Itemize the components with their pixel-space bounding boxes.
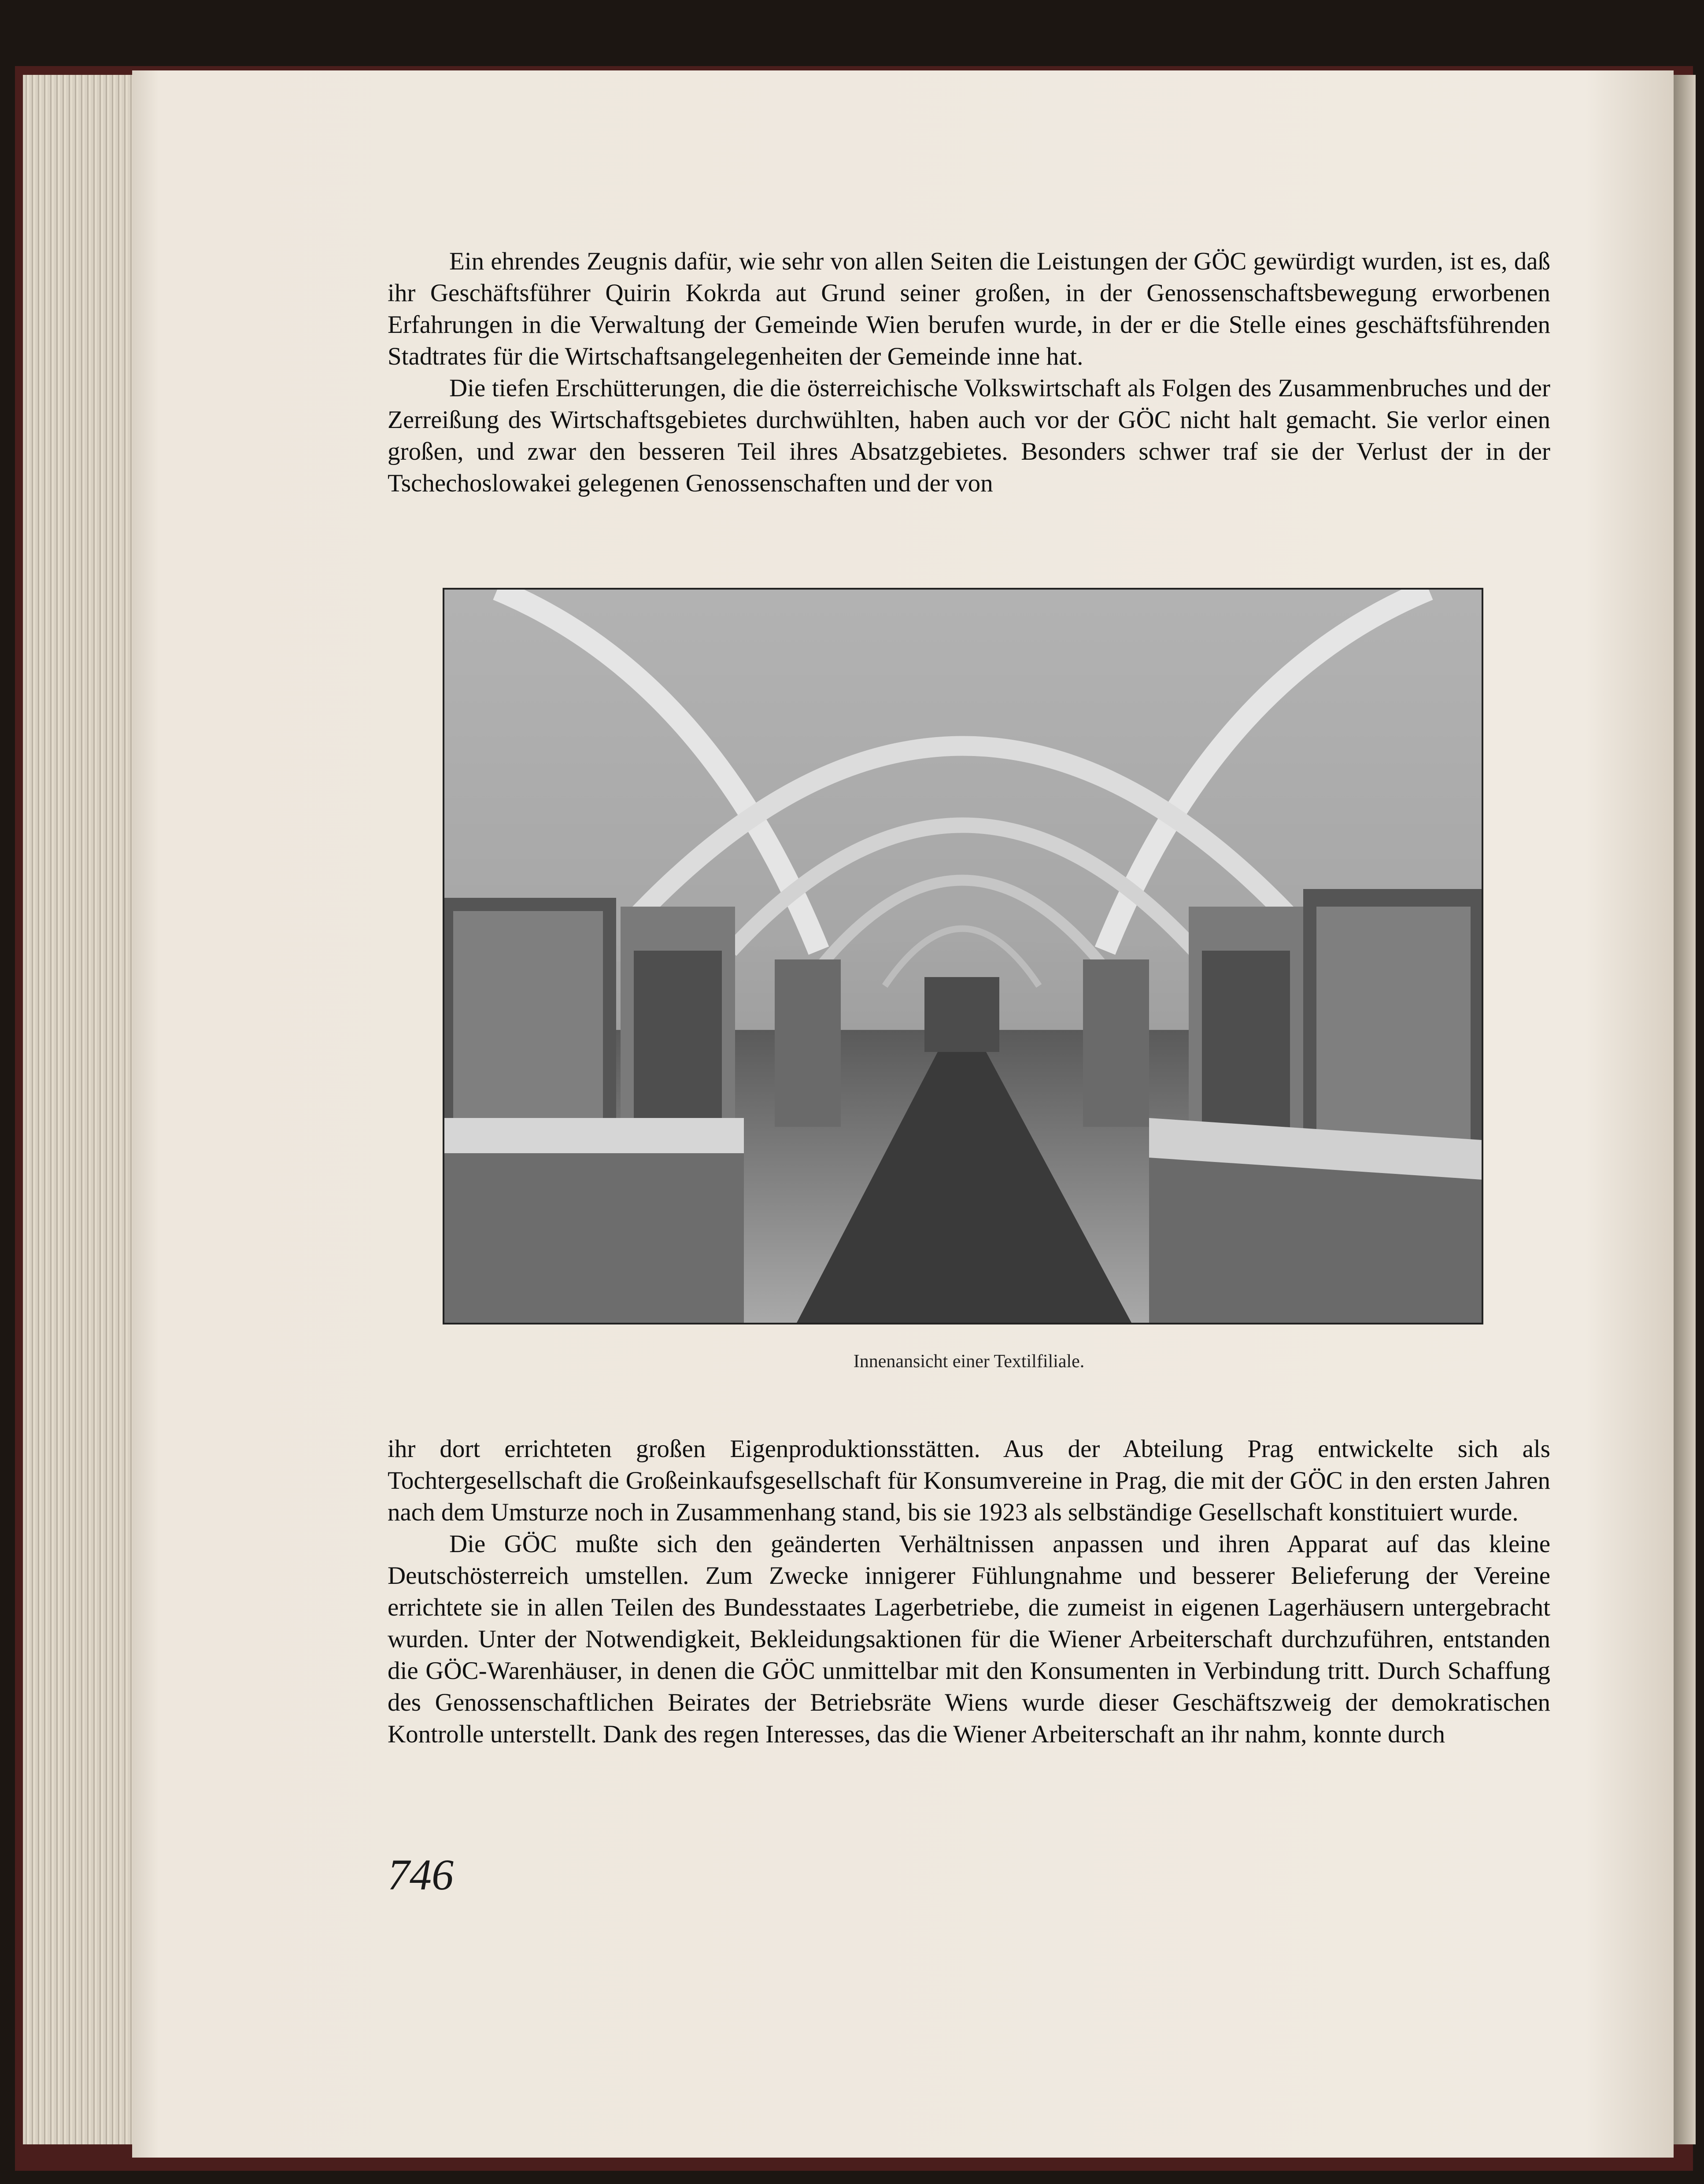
photo-caption: Innenansicht einer Textilfiliale.: [853, 1351, 1085, 1372]
paragraph: Ein ehrendes Zeugnis dafür, wie sehr von allen Seiten die Leistungen der GÖC gewürdigt wurden, ist es, daß ihr Geschäftsführer Quirin Kokrda aut Grund seiner großen, in der Genossenschaftsbewegung erworbenen Erfahrungen in die Verwaltung der Gemeinde Wien berufen wurde, in der er die Stelle eines geschäftsführenden Stadtrates für die Wirtschaftsangelegenheiten der Gemeinde inne hat.: [388, 247, 1550, 370]
facing-page-edge: [1674, 75, 1696, 2144]
paragraph: ihr dort errichteten großen Eigenproduktionsstätten. Aus der Abteilung Prag entwickelte sich als Tochtergesellschaft die Großeinkaufsgesellschaft für Konsumvereine in Prag, die mit der GÖC in den ersten Jahren nach dem Umsturze noch in Zusammenhang stand, bis sie 1923 als selbständige Gesellschaft konstituiert wurde.: [388, 1435, 1550, 1526]
paragraph: Die GÖC mußte sich den geänderten Verhältnissen anpassen und ihren Apparat auf das kleine Deutschösterreich umstellen. Zum Zwecke innigerer Fühlungnahme und besserer Belieferung der Vereine errichtete sie in allen Teilen des Bundesstaates Lagerbetriebe, die zumeist in eigenen Lagerhäusern untergebracht wurden. Unter der Notwendigkeit, Bekleidungsaktionen für die Wiener Arbeiterschaft durchzuführen, entstanden die GÖC-Warenhäuser, in denen die GÖC unmittelbar mit den Konsumenten in Verbindung tritt. Durch Schaffung des Genossenschaftlichen Beirates der Betriebsräte Wiens wurde dieser Geschäftszweig der demokratischen Kontrolle unterstellt. Dank des regen Interesses, das die Wiener Arbeiterschaft an ihr nahm, konnte durch: [388, 1530, 1550, 1748]
text-block-bottom: [388, 1433, 1550, 1750]
text-block-top: [388, 246, 1550, 499]
page-stack-edge: [23, 75, 137, 2144]
photo-textile-store-interior: [443, 588, 1483, 1324]
photo-illustration: [444, 590, 1482, 1323]
paragraph: Die tiefen Erschütterungen, die die österreichische Volkswirtschaft als Folgen des Zusammenbruches und der Zerreißung des Wirtschaftsgebietes durchwühlten, haben auch vor der GÖC nicht halt gemacht. Sie verlor einen großen, und zwar den besseren Teil ihres Absatzgebietes. Besonders schwer traf sie der Verlust der in der Tschechoslowakei gelegenen Genossenschaften und der von: [388, 374, 1550, 497]
page-number: 746: [388, 1850, 454, 1899]
